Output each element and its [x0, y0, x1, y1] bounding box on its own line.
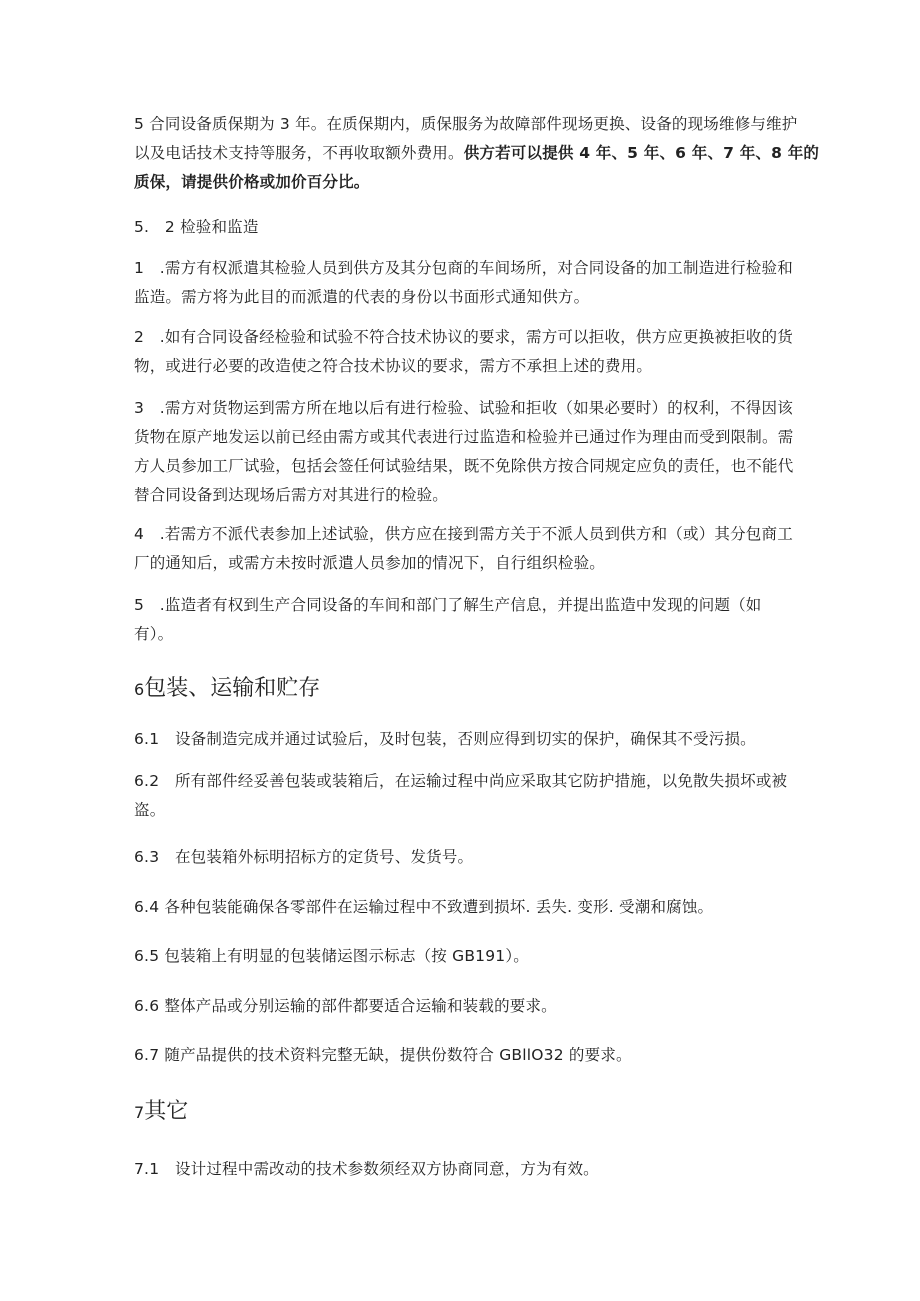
- section-7-heading: [134, 1097, 784, 1128]
- inspection-item-3-line-2: 货物在原产地发运以前已经由需方或其代表进行过监造和检验并已通过作为理由而受到限制。需: [134, 428, 794, 446]
- packaging-item-6-1: [134, 725, 784, 754]
- inspection-item-1-line-1: 1 .需方有权派遣其检验人员到供方及其分包商的车间场所，对合同设备的加工制造进行检验和: [134, 259, 793, 277]
- packaging-item-6-2: [134, 767, 788, 825]
- inspection-item-1-line-2: 监造。需方将为此目的而派遣的代表的身份以书面形式通知供方。: [134, 288, 590, 306]
- warranty-line-2: [134, 139, 820, 168]
- section-7-title: 其它: [144, 1099, 189, 1124]
- inspection-item-3-line-4: 替合同设备到达现场后需方对其进行的检验。: [134, 486, 449, 504]
- inspection-item-4-line-1: 4 .若需方不派代表参加上述试验，供方应在接到需方关于不派人员到供方和（或）其分包商工: [134, 525, 793, 543]
- inspection-item-4-line-2: 厂的通知后，或需方未按时派遣人员参加的情况下，自行组织检验。: [134, 554, 606, 572]
- inspection-item-1: [134, 254, 793, 312]
- packaging-item-6-5: [134, 942, 784, 971]
- inspection-item-2-line-1: 2 .如有合同设备经检验和试验不符合技术协议的要求，需方可以拒收，供方应更换被拒收的货: [134, 328, 793, 346]
- packaging-item-6-5-line-1: 6.5 包装箱上有明显的包装储运图示标志（按 GB191）。: [134, 947, 529, 965]
- section-6-heading: [134, 674, 784, 705]
- packaging-item-6-7-line-1: 6.7 随产品提供的技术资料完整无缺，提供份数符合 GBllO32 的要求。: [134, 1046, 632, 1064]
- section-7-number: 7: [134, 1103, 145, 1122]
- warranty-line-2-normal: 以及电话技术支持等服务，不再收取额外费用。: [134, 144, 464, 162]
- packaging-item-6-1-line-1: 6.1 设备制造完成并通过试验后，及时包装，否则应得到切实的保护，确保其不受污损。: [134, 730, 756, 748]
- inspection-item-5-line-1: 5 .监造者有权到生产合同设备的车间和部门了解生产信息，并提出监造中发现的问题（如: [134, 596, 762, 614]
- section-5-2-title: 5. 2 检验和监造: [134, 218, 259, 236]
- other-item-7-1: [134, 1155, 784, 1184]
- packaging-item-6-2-line-1: 6.2 所有部件经妥善包装或装箱后，在运输过程中尚应采取其它防护措施，以免散失损坏或被: [134, 772, 788, 790]
- packaging-item-6-3-line-1: 6.3 在包装箱外标明招标方的定货号、发货号。: [134, 848, 474, 866]
- packaging-item-6-4: [134, 893, 784, 922]
- inspection-item-5: [134, 591, 784, 649]
- section-6-number: 6: [134, 680, 145, 699]
- packaging-item-6-2-line-2: 盗。: [134, 801, 166, 819]
- warranty-paragraph: [134, 110, 820, 197]
- section-6-title: 包装、运输和贮存: [144, 676, 321, 701]
- inspection-item-2-line-2: 物，或进行必要的改造使之符合技术协议的要求，需方不承担上述的费用。: [134, 357, 653, 375]
- warranty-line-3-bold: 质保，请提供价格或加价百分比。: [134, 173, 370, 191]
- inspection-item-5-line-2: 有）。: [134, 625, 174, 643]
- inspection-item-2: [134, 323, 793, 381]
- warranty-line-2-bold: 供方若可以提供 4 年、5 年、6 年、7 年、8 年的: [463, 144, 820, 162]
- packaging-item-6-6-line-1: 6.6 整体产品或分别运输的部件都要适合运输和装载的要求。: [134, 997, 557, 1015]
- warranty-line-1: 5 合同设备质保期为 3 年。在质保期内，质保服务为故障部件现场更换、设备的现场维修与维护: [134, 115, 798, 133]
- other-item-7-1-line-1: 7.1 设计过程中需改动的技术参数须经双方协商同意，方为有效。: [134, 1160, 599, 1178]
- inspection-item-4: [134, 520, 793, 578]
- packaging-item-6-3: [134, 843, 784, 872]
- inspection-item-3-line-1: 3 .需方对货物运到需方所在地以后有进行检验、试验和拒收（如果必要时）的权利，不得因该: [134, 399, 793, 417]
- packaging-item-6-6: [134, 992, 784, 1021]
- inspection-item-3: [134, 394, 794, 510]
- inspection-item-3-line-3: 方人员参加工厂试验，包括会签任何试验结果，既不免除供方按合同规定应负的责任，也不能代: [134, 457, 794, 475]
- packaging-item-6-4-line-1: 6.4 各种包装能确保各零部件在运输过程中不致遭到损坏. 丢失. 变形. 受潮和腐蚀。: [134, 898, 714, 916]
- packaging-item-6-7: [134, 1041, 784, 1070]
